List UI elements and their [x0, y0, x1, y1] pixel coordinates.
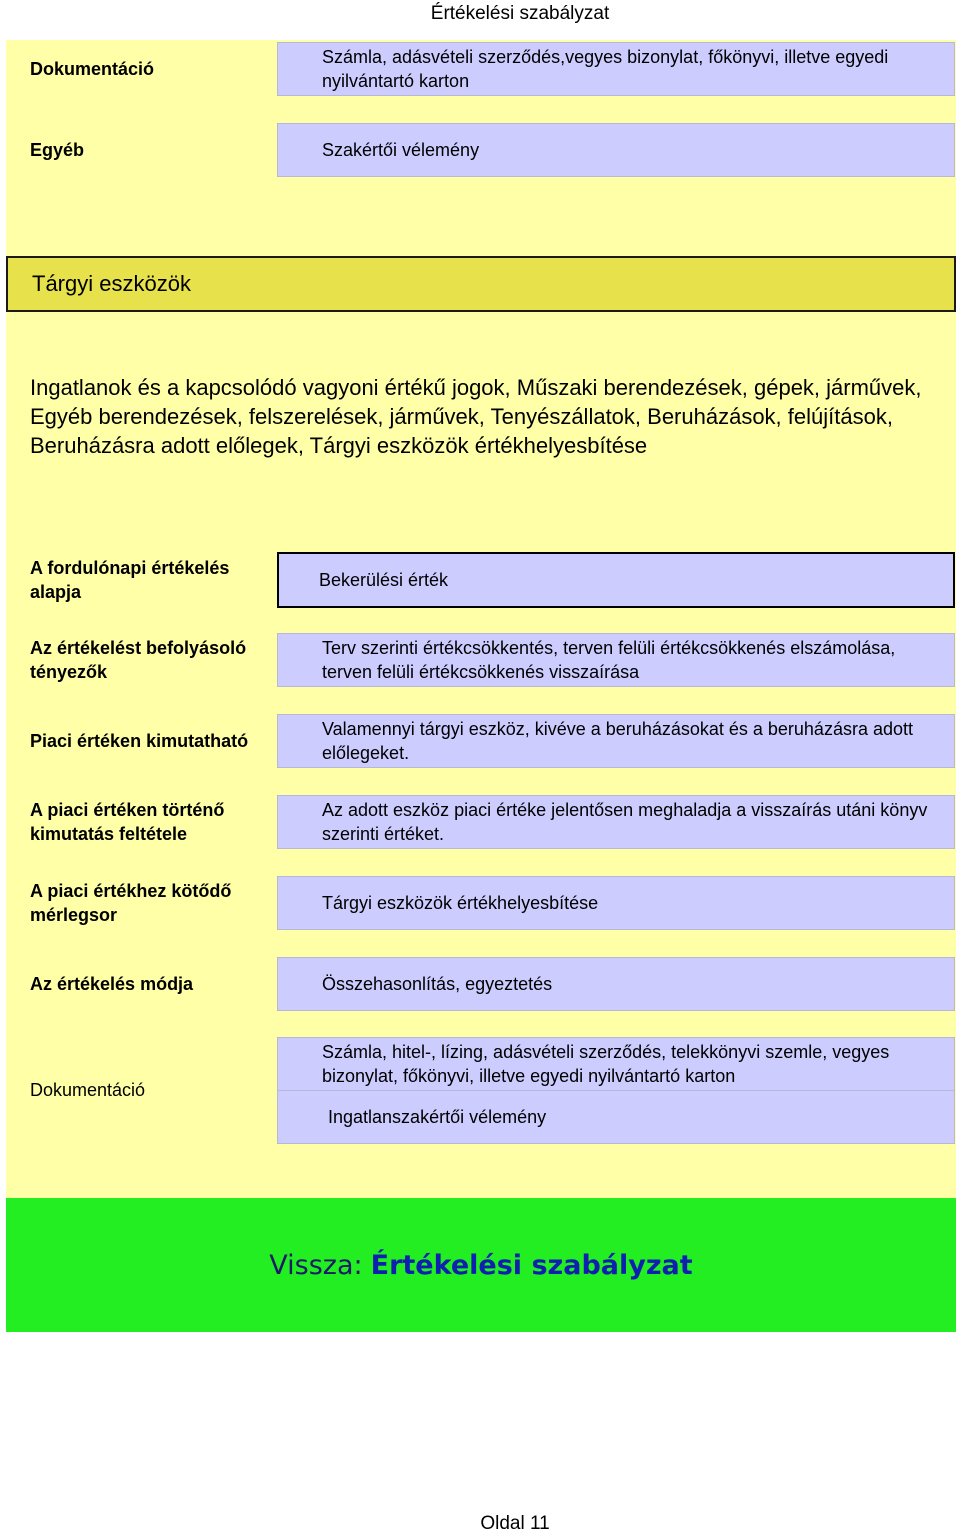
row-value-text: Terv szerinti értékcsökkentés, terven felüli értékcsökkenés elszámolása, terven felüli értékcsökkenés visszaírása — [322, 638, 896, 682]
row-value-text: Számla, adásvételi szerződés,vegyes bizonylat, főkönyvi, illetve egyedi nyilvántartó karton — [322, 47, 889, 91]
row-label-fordulonapi: A fordulónapi értékelés alapja — [30, 558, 230, 602]
row-value-text: Bekerülési érték — [319, 570, 449, 590]
row-value-text: Az adott eszköz piaci értéke jelentősen meghaladja a visszaírás utáni könyv szerinti értéket. — [322, 800, 928, 844]
section-title: Tárgyi eszközök — [6, 256, 956, 312]
row-value-egyeb — [277, 123, 955, 177]
row-value-befolyasolo — [277, 633, 955, 687]
back-link[interactable]: Értékelési szabályzat — [370, 1249, 693, 1281]
row-value-kimutatas-feltetele — [277, 795, 955, 849]
row-label-ertekeles-modja: Az értékelés módja — [30, 974, 194, 994]
row-value-text: Számla, hitel-, lízing, adásvételi szerződés, telekkönyvi szemle, vegyes bizonylat, főkönyvi, illetve egyedi nyilvántartó karton — [322, 1042, 890, 1086]
back-link-banner — [6, 1198, 956, 1332]
row-value-text: Tárgyi eszközök értékhelyesbítése — [322, 893, 599, 913]
row-value-fordulonapi — [277, 552, 955, 608]
section-description: Ingatlanok és a kapcsolódó vagyoni értékű jogok, Műszaki berendezések, gépek, járművek, Egyéb berendezések, felszerelések, járművek, Tenyészállatok, Beruházások, felújítások, Beruházásra adott előlegek, Tárgyi eszközök értékhelyesbítése — [30, 375, 922, 458]
row-value-dokumentacio-line2 — [277, 1090, 955, 1144]
back-link-prefix: Vissza: — [269, 1249, 363, 1281]
content-panel — [6, 40, 956, 1198]
row-value-text: Összehasonlítás, egyeztetés — [322, 974, 553, 994]
row-label-kimutatas-feltetele: A piaci értéken történő kimutatás feltétele — [30, 800, 225, 844]
row-value-dokumentacio-top — [277, 42, 955, 96]
row-value-ertekeles-modja — [277, 957, 955, 1011]
page-header-title: Értékelési szabályzat — [430, 3, 610, 24]
page-number: Oldal 11 — [480, 1513, 550, 1534]
row-label-dokumentacio: Dokumentáció — [30, 1080, 146, 1100]
row-label-egyeb: Egyéb — [30, 140, 85, 160]
row-value-text: Valamennyi tárgyi eszköz, kivéve a beruházásokat és a beruházásra adott előlegeket. — [322, 719, 913, 763]
row-value-dokumentacio-line1 — [277, 1037, 955, 1091]
row-label-merlegsor: A piaci értékhez kötődő mérlegsor — [30, 881, 232, 925]
row-label-dokumentacio-top: Dokumentáció — [30, 59, 155, 79]
row-label-piaci-kimutathato: Piaci értéken kimutatható — [30, 731, 249, 751]
row-value-merlegsor — [277, 876, 955, 930]
row-value-text: Szakértői vélemény — [322, 140, 480, 160]
row-value-text: Ingatlanszakértői vélemény — [328, 1107, 547, 1127]
row-value-piaci-kimutathato — [277, 714, 955, 768]
row-label-befolyasolo: Az értékelést befolyásoló tényezők — [30, 638, 247, 682]
